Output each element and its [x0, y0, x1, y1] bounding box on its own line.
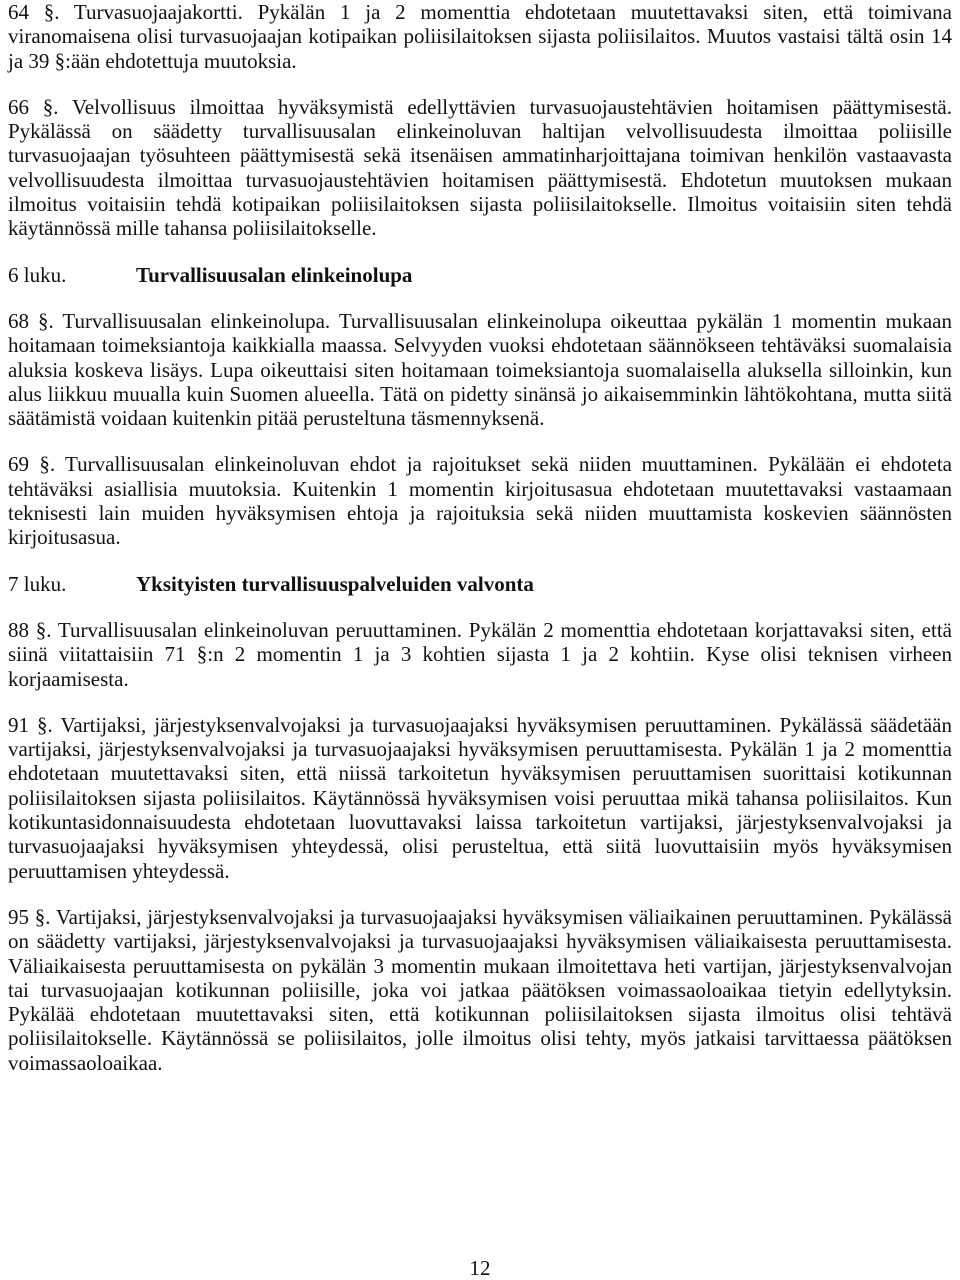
chapter-heading-6: [8, 263, 952, 287]
paragraph-section-88: 88 §. Turvallisuusalan elinkeinoluvan peruuttaminen. Pykälän 2 momenttia ehdotetaan korjattavaksi siten, että siinä viitattaisiin 71 §:n 2 momentin 1 ja 3 kohtien sijasta 1 ja 2 kohtiin. Kyse olisi teknisen virheen korjaamisesta.: [8, 617, 952, 691]
chapter-title: Yksityisten turvallisuuspalveluiden valvonta: [136, 571, 534, 596]
paragraph-section-64: 64 §. Turvasuojaajakortti. Pykälän 1 ja 2 momenttia ehdotetaan muutettavaksi siten, että toimivana viranomaisena olisi turvasuojaajan kotipaikan poliisilaitoksen sijasta poliisilaitos. Muutos vastaisi tältä osin 14 ja 39 §:ään ehdotettuja muutoksia.: [8, 0, 952, 73]
page-number: 12: [469, 1256, 491, 1280]
paragraph-section-91: 91 §. Vartijaksi, järjestyksenvalvojaksi ja turvasuojaajaksi hyväksymisen peruuttaminen. Pykälässä säädetään vartijaksi, järjestyksenvalvojaksi ja turvasuojaajaksi hyväksymisen peruuttamisesta. Pykälän 1 ja 2 momenttia ehdotetaan muutettavaksi siten, että niissä tarkoitetun hyväksymisen peruuttamisen suorittaisi kotikunnan poliisilaitoksen sijasta poliisilaitos. Käytännössä hyväksymisen voisi peruuttaa mikä tahansa poliisilaitos. Kun kotikuntasidonnaisuudesta ehdotetaan luovuttavaksi laissa tarkoitetun vartijaksi, järjestyksenvalvojaksi ja turvasuojaajaksi hyväksymisen yhteydessä, olisi perusteltua, että siitä luovuttaisiin myös hyväksymisen peruuttamisen yhteydessä.: [8, 712, 952, 883]
paragraph-section-69: 69 §. Turvallisuusalan elinkeinoluvan ehdot ja rajoitukset sekä niiden muuttaminen. Pykälään ei ehdoteta tehtäväksi asiallisia muutoksia. Kuitenkin 1 momentin kirjoitusasua ehdotetaan muutettavaksi vastaamaan teknisesti lain muiden hyväksymisen ehtoja ja rajoituksia sekä niiden muuttamista koskevien säännösten kirjoitusasua.: [8, 452, 952, 550]
paragraph-section-95: 95 §. Vartijaksi, järjestyksenvalvojaksi ja turvasuojaajaksi hyväksymisen väliaikainen peruuttaminen. Pykälässä on säädetty vartijaksi, järjestyksenvalvojaksi ja turvasuojaajaksi hyväksymisen väliaikaisesta peruuttamisesta. Väliaikaisesta peruuttamisesta on pykälän 3 momentin mukaan ilmoitettava heti vartijan, järjestyksenvalvojan tai turvasuojaajan kotikunnan poliisille, joka voi jatkaa päätöksen voimassaoloaikaa tietyin edellytyksin. Pykälää ehdotetaan muutettavaksi siten, että kotikunnan poliisilaitoksen sijasta ilmoitus olisi tehtävä poliisilaitokselle. Käytännössä se poliisilaitos, jolle ilmoitus olisi tehty, myös jatkaisi tarvittaessa päätöksen voimassaoloaikaa.: [8, 904, 952, 1075]
document-page: [8, 0, 952, 1097]
chapter-number: 6 luku.: [8, 262, 67, 287]
paragraph-section-66: 66 §. Velvollisuus ilmoittaa hyväksymistä edellyttävien turvasuojaustehtävien hoitamisen päättymisestä. Pykälässä on säädetty turvallisuusalan elinkeinoluvan haltijan velvollisuudesta ilmoittaa poliisille turvasuojaajan työsuhteen päättymisestä sekä itsenäisen ammatinharjoittajana toimivan henkilön vastaavasta velvollisuudesta ilmoittaa turvasuojaustehtävien hoitamisen päättymisestä. Ehdotetun muutoksen mukaan ilmoitus voitaisiin tehdä kotipaikan poliisilaitoksen sijasta poliisilaitokselle. Ilmoitus voitaisiin siten tehdä käytännössä mille tahansa poliisilaitokselle.: [8, 94, 952, 241]
chapter-heading-7: [8, 572, 952, 596]
chapter-number: 7 luku.: [8, 571, 67, 596]
chapter-title: Turvallisuusalan elinkeinolupa: [136, 262, 413, 287]
paragraph-section-68: 68 §. Turvallisuusalan elinkeinolupa. Turvallisuusalan elinkeinolupa oikeuttaa pykälän 1 momentin mukaan hoitamaan toimeksiantoja kaikkialla maassa. Selvyyden vuoksi ehdotetaan säännökseen tehtäväksi suomalaisia aluksia koskeva lisäys. Lupa oikeuttaisi siten hoitamaan toimeksiantoja suomalaisella aluksella silloinkin, kun alus liikkuu muualla kuin Suomen alueella. Tätä on pidetty sinänsä jo aikaisemminkin lähtökohtana, mutta siitä säätämistä voidaan kuitenkin pitää perusteltuna täsmennyksenä.: [8, 308, 952, 431]
